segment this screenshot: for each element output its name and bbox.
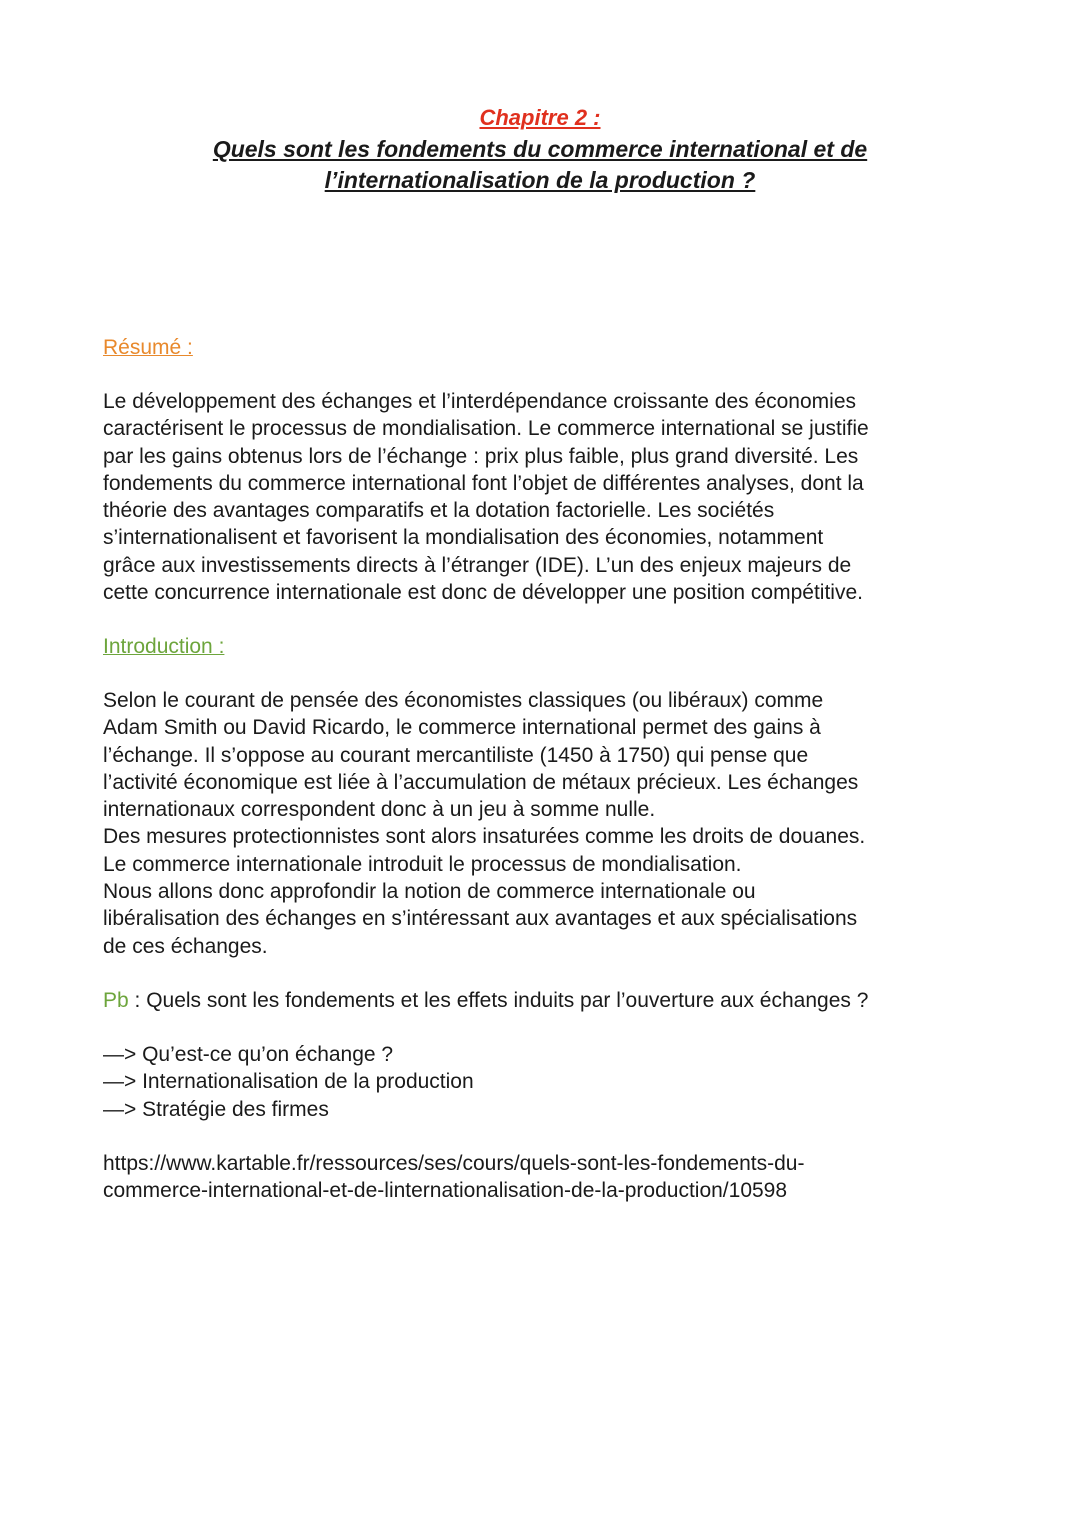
page-title <box>140 134 940 196</box>
resume-heading: Résumé : <box>103 336 193 359</box>
introduction-line: Nous allons donc approfondir la notion de commerce internationale ou <box>103 880 756 904</box>
resume-line: s’internationalisent et favorisent la mondialisation des économies, notamment <box>103 526 824 550</box>
introduction-line: l’échange. Il s’oppose au courant mercantiliste (1450 à 1750) qui pense que <box>103 743 809 767</box>
plan-item: —> Stratégie des firmes <box>103 1097 329 1121</box>
resume-line: Le développement des échanges et l’interdépendance croissante des économies <box>103 390 857 413</box>
introduction-line: de ces échanges. <box>103 934 268 958</box>
introduction-heading: Introduction : <box>103 635 225 658</box>
resume-line: grâce aux investissements directs à l’étranger (IDE). L’un des enjeux majeurs de <box>103 553 852 577</box>
problematique <box>103 987 868 1014</box>
introduction-line: Selon le courant de pensée des économistes classiques (ou libéraux) comme <box>103 689 824 712</box>
source-url-line[interactable]: https://www.kartable.fr/ressources/ses/cours/quels-sont-les-fondements-du- <box>103 1152 805 1175</box>
source-url-line[interactable]: commerce-international-et-de-linternationalisation-de-la-production/10598 <box>103 1179 788 1203</box>
problematique-label: Pb <box>103 989 129 1012</box>
resume-line: par les gains obtenus lors de l’échange : prix plus faible, plus grand diversité. Les <box>103 444 859 468</box>
chapter-label: Chapitre 2 : <box>479 105 601 130</box>
plan-item: —> Qu’est-ce qu’on échange ? <box>103 1043 394 1066</box>
introduction-line: l’activité économique est liée à l’accumulation de métaux précieux. Les échanges <box>103 770 859 794</box>
introduction-paragraph <box>103 687 983 960</box>
resume-line: cette concurrence internationale est donc de développer une position compétitive. <box>103 581 863 605</box>
source-url[interactable] <box>103 1150 804 1205</box>
introduction-line: libéralisation des échanges en s’intéressant aux avantages et aux spécialisations <box>103 907 858 931</box>
resume-line: théorie des avantages comparatifs et la dotation factorielle. Les sociétés <box>103 499 775 523</box>
introduction-line: Des mesures protectionnistes sont alors insaturées comme les droits de douanes. <box>103 825 866 849</box>
introduction-line: internationaux correspondent donc à un jeu à somme nulle. <box>103 798 656 822</box>
title-line: Quels sont les fondements du commerce international et de <box>212 136 868 162</box>
plan-item: —> Internationalisation de la production <box>103 1070 474 1094</box>
resume-line: caractérisent le processus de mondialisation. Le commerce international se justifie <box>103 417 869 441</box>
introduction-line: Le commerce internationale introduit le processus de mondialisation. <box>103 852 742 876</box>
introduction-line: Adam Smith ou David Ricardo, le commerce international permet des gains à <box>103 716 821 740</box>
title-line: l’internationalisation de la production ? <box>324 167 756 193</box>
resume-paragraph <box>103 388 983 606</box>
resume-line: fondements du commerce international font l’objet de différentes analyses, dont la <box>103 471 864 495</box>
plan-list <box>103 1041 474 1123</box>
problematique-text: : Quels sont les fondements et les effets induits par l’ouverture aux échanges ? <box>128 989 869 1012</box>
